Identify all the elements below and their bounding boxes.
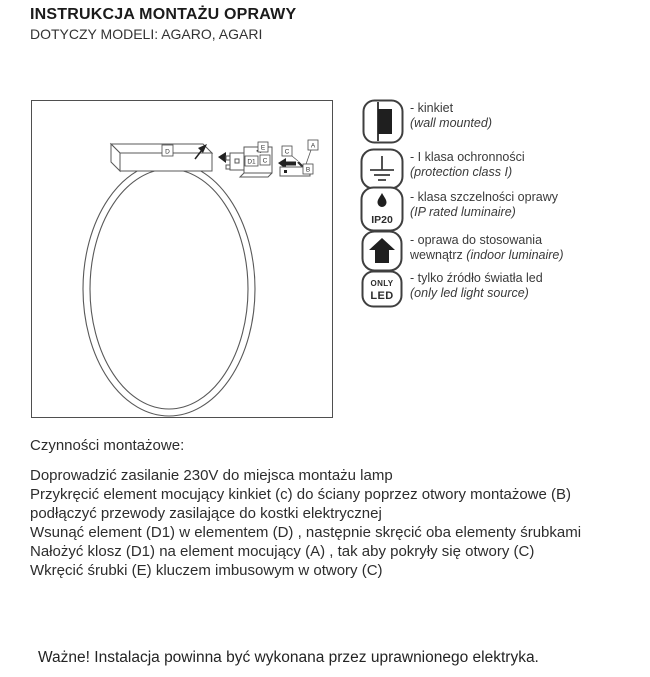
legend-line: (IP rated luminaire) bbox=[410, 205, 516, 219]
assembly-step: Wkręcić śrubki (E) kluczem imbusowym w otwory (C) bbox=[30, 562, 383, 579]
legend-line: - oprawa do stosowania bbox=[410, 233, 543, 247]
ip-rating-icon bbox=[360, 186, 404, 232]
legend-item-ip-rating bbox=[410, 190, 558, 220]
label-a: A bbox=[310, 142, 316, 150]
legend-line: - kinkiet bbox=[410, 101, 454, 115]
label-b: B bbox=[305, 166, 311, 174]
page-subtitle: DOTYCZY MODELI: AGARO, AGARI bbox=[30, 26, 263, 42]
legend-line: wewnątrz (indoor luminaire) bbox=[410, 248, 564, 262]
legend-item-protection-class bbox=[410, 150, 525, 180]
label-d1: D1 bbox=[247, 158, 256, 166]
led-text: LED bbox=[370, 290, 394, 302]
ring-shade bbox=[83, 162, 255, 416]
legend-line: (only led light source) bbox=[410, 286, 529, 300]
legend-line: (wall mounted) bbox=[410, 116, 492, 130]
ip-rating-text: IP20 bbox=[371, 214, 393, 226]
warning-text: Ważne! Instalacja powinna być wykonana przez uprawnionego elektryka. bbox=[38, 649, 539, 666]
indoor-house-icon bbox=[361, 230, 403, 272]
only-text: ONLY bbox=[370, 279, 394, 288]
label-d: D bbox=[165, 148, 170, 156]
legend-item-indoor bbox=[410, 233, 564, 263]
wall-mounted-icon bbox=[362, 99, 404, 144]
legend-line: - I klasa ochronności bbox=[410, 150, 525, 164]
legend-line: - klasa szczelności oprawy bbox=[410, 190, 558, 204]
legend-line: - tylko źródło światła led bbox=[410, 271, 543, 285]
legend-item-wall-mounted bbox=[410, 101, 492, 131]
assembly-heading: Czynności montażowe: bbox=[30, 437, 185, 454]
legend-line: (protection class I) bbox=[410, 165, 513, 179]
label-c-mid: C bbox=[262, 157, 268, 165]
diagram-panel bbox=[31, 100, 333, 418]
lamp-assembly-diagram bbox=[32, 101, 332, 417]
label-c: C bbox=[284, 148, 290, 156]
assembly-step: Przykręcić element mocujący kinkiet (c) do ściany poprzez otwory montażowe (B) bbox=[30, 486, 572, 503]
assembly-step: Nałożyć klosz (D1) na element mocujący (A) , tak aby pokryły się otwory (C) bbox=[30, 543, 535, 560]
legend-item-only-led bbox=[410, 271, 543, 301]
only-led-icon bbox=[361, 270, 403, 308]
assembly-step: Wsunąć element (D1) w elementem (D) , następnie skręcić oba elementy śrubkami bbox=[30, 524, 582, 541]
wall-bracket-assembly bbox=[280, 140, 318, 176]
label-e: E bbox=[260, 144, 266, 152]
protection-class-icon bbox=[360, 148, 404, 190]
assembly-steps bbox=[30, 466, 581, 580]
assembly-step: podłączyć przewody zasilające do kostki elektrycznej bbox=[30, 505, 382, 522]
page-title: INSTRUKCJA MONTAŻU OPRAWY bbox=[30, 6, 297, 23]
assembly-step: Doprowadzić zasilanie 230V do miejsca montażu lamp bbox=[30, 467, 393, 484]
